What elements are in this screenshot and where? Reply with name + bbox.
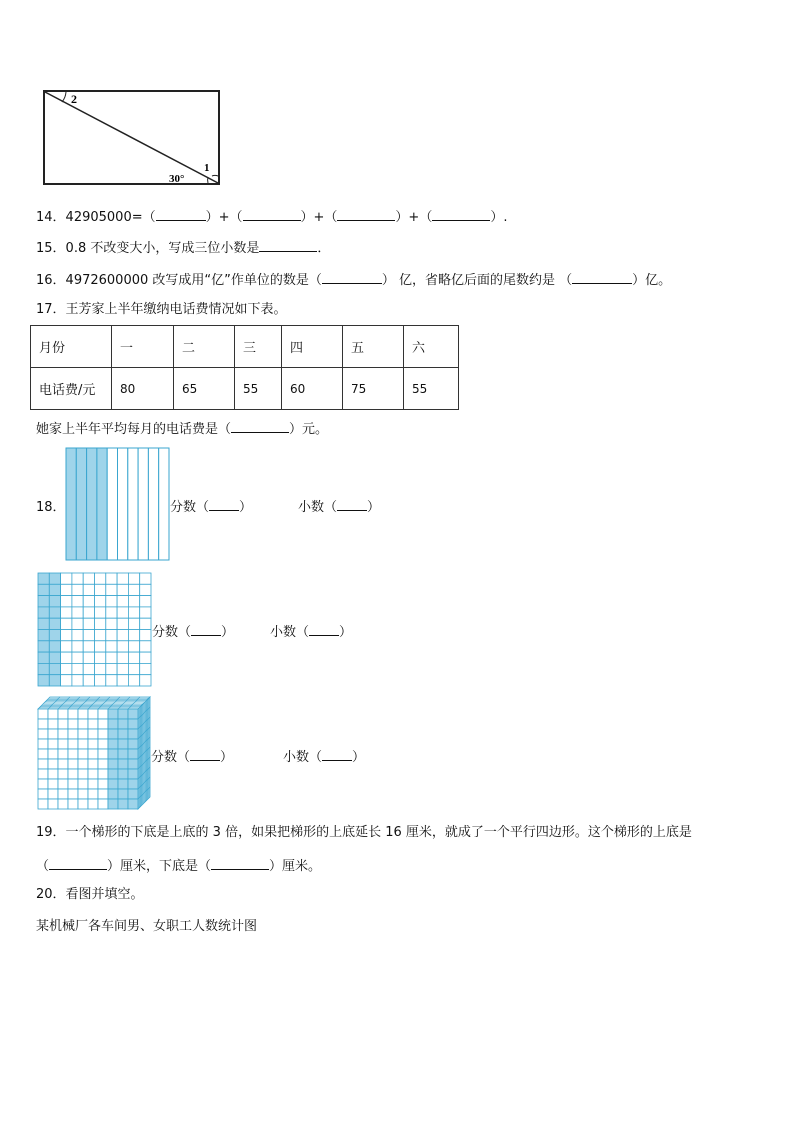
answer-blank[interactable]	[191, 622, 221, 636]
shaded-cell	[128, 759, 138, 769]
question-number: 16．	[36, 273, 66, 288]
shaded-cell	[128, 719, 138, 729]
fraction-answer-2: 分数（ ）	[152, 621, 234, 640]
question-19: 19．一个梯形的下底是上底的 3 倍，如果把梯形的上底延长 16 厘米，就成了一个平行四边形。这个梯形的上底是	[36, 825, 692, 840]
cube-cell	[68, 779, 78, 789]
grid-cell	[128, 618, 139, 629]
grid-cell	[106, 618, 117, 629]
cube-cell	[98, 759, 108, 769]
strip-figure	[66, 448, 170, 561]
table-cell: 三	[235, 326, 282, 368]
cube-cell	[38, 759, 48, 769]
grid-cell	[72, 607, 83, 618]
question-number: 17．	[36, 302, 66, 317]
cube-cell	[98, 749, 108, 759]
grid-cell	[117, 652, 128, 663]
grid-cell	[61, 630, 72, 641]
shaded-strip	[97, 448, 107, 560]
grid-cell	[61, 641, 72, 652]
shaded-cell	[38, 652, 49, 663]
cube-cell	[58, 799, 68, 809]
table-cell: 65	[174, 368, 235, 410]
cube-cell	[88, 709, 98, 719]
decimal-answer-1: 小数（ ）	[298, 496, 380, 515]
cube-cell	[98, 709, 108, 719]
fraction-answer-3: 分数（ ）	[151, 746, 233, 765]
answer-blank[interactable]	[190, 747, 220, 761]
cube-cell	[48, 759, 58, 769]
grid-cell	[83, 630, 94, 641]
strip	[159, 448, 169, 560]
angle-label-1: 1	[204, 162, 210, 174]
shaded-cell	[38, 641, 49, 652]
cube-cell	[58, 719, 68, 729]
shaded-cell	[128, 769, 138, 779]
grid-cell	[106, 641, 117, 652]
answer-blank[interactable]	[572, 270, 632, 284]
shaded-cell	[49, 618, 60, 629]
shaded-cell	[128, 729, 138, 739]
cube-cell	[88, 779, 98, 789]
shaded-cell	[118, 769, 128, 779]
grid-cell	[117, 663, 128, 674]
cube-cell	[68, 729, 78, 739]
cube-cell	[98, 719, 108, 729]
shaded-cell	[108, 709, 118, 719]
grid-cell	[95, 584, 106, 595]
shaded-cell	[38, 573, 49, 584]
table-cell: 75	[343, 368, 404, 410]
decimal-answer-2: 小数（ ）	[270, 621, 352, 640]
question-14: 14．42905000=（ ）+（ ）+（ ）+（ ）.	[36, 207, 507, 227]
grid-cell	[117, 641, 128, 652]
shaded-cell	[49, 641, 60, 652]
grid-cell	[140, 641, 151, 652]
shaded-cell	[108, 779, 118, 789]
cube-cell	[98, 729, 108, 739]
question-17-ask: 她家上半年平均每月的电话费是（ ）元。	[36, 419, 328, 439]
shaded-strip	[87, 448, 97, 560]
grid-cell	[83, 596, 94, 607]
shaded-cell	[108, 729, 118, 739]
cube-cell	[48, 719, 58, 729]
shaded-cell	[118, 739, 128, 749]
answer-blank[interactable]	[309, 622, 339, 636]
shaded-cell	[128, 709, 138, 719]
cube-cell	[68, 789, 78, 799]
table-header-row	[31, 326, 459, 368]
grid-cell	[106, 596, 117, 607]
shaded-cell	[128, 779, 138, 789]
cube-cell	[88, 719, 98, 729]
shaded-cell	[49, 584, 60, 595]
grid-cell	[61, 675, 72, 686]
grid-cell	[140, 663, 151, 674]
cube-cell	[78, 749, 88, 759]
shaded-strip	[76, 448, 86, 560]
cube-cell	[38, 739, 48, 749]
table-cell: 四	[282, 326, 343, 368]
cube-cell	[88, 799, 98, 809]
shaded-cell	[49, 652, 60, 663]
shaded-cell	[49, 607, 60, 618]
table-cell: 60	[282, 368, 343, 410]
question-19-line2: （ ）厘米，下底是（ ）厘米。	[36, 856, 321, 876]
grid-cell	[95, 607, 106, 618]
cube-cell	[58, 779, 68, 789]
cube-cell	[68, 739, 78, 749]
cube-cell	[48, 739, 58, 749]
grid-cell	[140, 573, 151, 584]
cube-cell	[98, 789, 108, 799]
answer-blank[interactable]	[209, 497, 239, 511]
cube-cell	[88, 729, 98, 739]
strip	[107, 448, 117, 560]
shaded-cell	[118, 789, 128, 799]
shaded-cell	[118, 799, 128, 809]
answer-blank[interactable]	[49, 856, 107, 870]
cube-cell	[78, 779, 88, 789]
grid-cell	[83, 584, 94, 595]
cube-cell	[38, 749, 48, 759]
grid-cell	[106, 652, 117, 663]
cube-cell	[78, 709, 88, 719]
question-20: 20．看图并填空。	[36, 887, 144, 902]
grid-cell	[117, 618, 128, 629]
strip	[138, 448, 148, 560]
grid-cell	[95, 596, 106, 607]
grid-cell	[106, 607, 117, 618]
cube-cell	[48, 729, 58, 739]
shaded-cell	[49, 630, 60, 641]
grid-cell	[95, 675, 106, 686]
shaded-cell	[49, 573, 60, 584]
grid-cell	[72, 596, 83, 607]
grid-cell	[106, 663, 117, 674]
grid-cell	[140, 630, 151, 641]
grid-cell	[95, 573, 106, 584]
cube-cell	[48, 749, 58, 759]
grid-cell	[72, 641, 83, 652]
answer-blank[interactable]	[231, 419, 289, 433]
shaded-cell	[49, 596, 60, 607]
phone-fee-table	[30, 325, 459, 410]
grid-cell	[117, 596, 128, 607]
grid-cell	[140, 607, 151, 618]
shaded-cell	[49, 663, 60, 674]
table-cell: 六	[404, 326, 459, 368]
cube-cell	[78, 719, 88, 729]
rectangle-diagonal-figure	[40, 88, 225, 190]
grid-cell	[72, 663, 83, 674]
cube-cell	[38, 709, 48, 719]
cube-cell	[38, 789, 48, 799]
shaded-cell	[38, 630, 49, 641]
strip	[148, 448, 158, 560]
cube-cell	[48, 769, 58, 779]
cube-cell	[48, 779, 58, 789]
shaded-cell	[108, 799, 118, 809]
angle-label-30: 30°	[169, 173, 185, 185]
answer-blank[interactable]	[337, 497, 367, 511]
cube-cell	[58, 749, 68, 759]
cube-cell	[78, 729, 88, 739]
cube-cell	[38, 719, 48, 729]
grid-cell	[72, 584, 83, 595]
shaded-cell	[38, 596, 49, 607]
grid-cell	[83, 675, 94, 686]
cube-cell	[78, 789, 88, 799]
cube-cell	[88, 769, 98, 779]
table-cell: 电话费/元	[31, 368, 112, 410]
cube-cell	[38, 799, 48, 809]
shaded-cell	[38, 663, 49, 674]
grid-cell	[61, 584, 72, 595]
question-number: 19．	[36, 825, 66, 840]
cube-cell	[48, 799, 58, 809]
table-cell: 80	[112, 368, 174, 410]
grid-cell	[72, 675, 83, 686]
cube-cell	[58, 739, 68, 749]
table-row	[31, 368, 459, 410]
shaded-cell	[38, 675, 49, 686]
question-number: 15．	[36, 241, 66, 256]
strip	[128, 448, 138, 560]
cube-cell	[98, 799, 108, 809]
grid-cell	[106, 584, 117, 595]
grid-cell	[83, 652, 94, 663]
cube-cell	[78, 739, 88, 749]
shaded-cell	[108, 739, 118, 749]
shaded-cell	[118, 729, 128, 739]
grid-cell	[128, 584, 139, 595]
shaded-cell	[108, 789, 118, 799]
table-cell: 55	[235, 368, 282, 410]
table-cell: 五	[343, 326, 404, 368]
question-15: 15．0.8 不改变大小，写成三位小数是 ．	[36, 238, 330, 258]
shaded-strip	[66, 448, 76, 560]
shaded-cell	[118, 779, 128, 789]
grid-cell	[128, 663, 139, 674]
grid-cell	[83, 663, 94, 674]
cube-cell	[78, 759, 88, 769]
grid-cell	[61, 618, 72, 629]
answer-blank[interactable]	[243, 207, 301, 221]
shaded-cell	[128, 789, 138, 799]
question-number: 14．	[36, 210, 66, 225]
shaded-cell	[108, 769, 118, 779]
shaded-cell	[118, 749, 128, 759]
table-cell: 月份	[31, 326, 112, 368]
decimal-answer-3: 小数（ ）	[283, 746, 365, 765]
grid-cell	[128, 607, 139, 618]
grid-cell	[95, 630, 106, 641]
shaded-cell	[108, 749, 118, 759]
grid-cell	[61, 573, 72, 584]
table-cell: 二	[174, 326, 235, 368]
shaded-cell	[38, 584, 49, 595]
grid-cell	[61, 607, 72, 618]
grid-cell	[140, 652, 151, 663]
grid-cell	[117, 675, 128, 686]
grid-cell	[61, 596, 72, 607]
shaded-cell	[128, 749, 138, 759]
grid-cell	[61, 652, 72, 663]
cube-cell	[58, 769, 68, 779]
shaded-cell	[49, 675, 60, 686]
question-number: 20．	[36, 887, 66, 902]
answer-blank[interactable]	[322, 270, 382, 284]
grid-cell	[128, 641, 139, 652]
cube-cell	[88, 739, 98, 749]
cube-cell	[98, 739, 108, 749]
thousand-cube-figure	[38, 697, 152, 811]
strip	[118, 448, 128, 560]
answer-blank[interactable]	[259, 238, 317, 252]
question-17-intro: 17．王芳家上半年缴纳电话费情况如下表。	[36, 302, 287, 317]
grid-cell	[95, 618, 106, 629]
cube-cell	[58, 789, 68, 799]
grid-cell	[117, 630, 128, 641]
cube-cell	[38, 769, 48, 779]
grid-cell	[117, 584, 128, 595]
grid-cell	[83, 607, 94, 618]
grid-cell	[72, 573, 83, 584]
grid-cell	[106, 630, 117, 641]
grid-cell	[128, 652, 139, 663]
shaded-cell	[118, 709, 128, 719]
shaded-cell	[108, 719, 118, 729]
shaded-cell	[118, 719, 128, 729]
chart-title: 某机械厂各车间男、女职工人数统计图	[36, 919, 258, 934]
grid-cell	[140, 618, 151, 629]
grid-cell	[61, 663, 72, 674]
grid-cell	[83, 573, 94, 584]
cube-cell	[98, 779, 108, 789]
cube-cell	[58, 709, 68, 719]
grid-cell	[106, 675, 117, 686]
shaded-cell	[108, 759, 118, 769]
grid-cell	[95, 663, 106, 674]
grid-cell	[128, 675, 139, 686]
cube-cell	[48, 709, 58, 719]
cube-cell	[98, 769, 108, 779]
hundred-grid-figure	[38, 573, 152, 687]
grid-cell	[72, 630, 83, 641]
grid-cell	[95, 641, 106, 652]
grid-cell	[140, 596, 151, 607]
shaded-cell	[38, 618, 49, 629]
cube-cell	[68, 719, 78, 729]
cube-cell	[88, 789, 98, 799]
shaded-cell	[128, 799, 138, 809]
shaded-cell	[118, 759, 128, 769]
cube-cell	[58, 759, 68, 769]
cube-cell	[88, 749, 98, 759]
grid-cell	[83, 641, 94, 652]
cube-cell	[68, 759, 78, 769]
cube-cell	[88, 759, 98, 769]
grid-cell	[72, 618, 83, 629]
grid-cell	[128, 596, 139, 607]
grid-cell	[128, 630, 139, 641]
fraction-answer-1: 分数（ ）	[170, 496, 252, 515]
answer-blank[interactable]	[337, 207, 395, 221]
question-number: 18．	[36, 500, 66, 515]
cube-cell	[78, 769, 88, 779]
cube-cell	[48, 789, 58, 799]
grid-cell	[140, 675, 151, 686]
cube-cell	[78, 799, 88, 809]
shaded-cell	[38, 607, 49, 618]
cube-cell	[68, 709, 78, 719]
grid-cell	[83, 618, 94, 629]
shaded-cell	[128, 739, 138, 749]
table-cell: 55	[404, 368, 459, 410]
answer-blank[interactable]	[156, 207, 206, 221]
question-16: 16．4972600000 改写成用“亿”作单位的数是（ ） 亿，省略亿后面的尾数约是 （ ）亿。	[36, 270, 671, 290]
cube-cell	[68, 769, 78, 779]
cube-cell	[38, 729, 48, 739]
cube-cell	[58, 729, 68, 739]
grid-cell	[117, 607, 128, 618]
grid-cell	[95, 652, 106, 663]
grid-cell	[117, 573, 128, 584]
table-cell: 一	[112, 326, 174, 368]
answer-blank[interactable]	[211, 856, 269, 870]
grid-cell	[140, 584, 151, 595]
grid-cell	[128, 573, 139, 584]
grid-cell	[72, 652, 83, 663]
answer-blank[interactable]	[322, 747, 352, 761]
angle-label-2: 2	[71, 92, 77, 106]
cube-cell	[68, 799, 78, 809]
answer-blank[interactable]	[432, 207, 490, 221]
cube-cell	[38, 779, 48, 789]
cube-cell	[68, 749, 78, 759]
grid-cell	[106, 573, 117, 584]
